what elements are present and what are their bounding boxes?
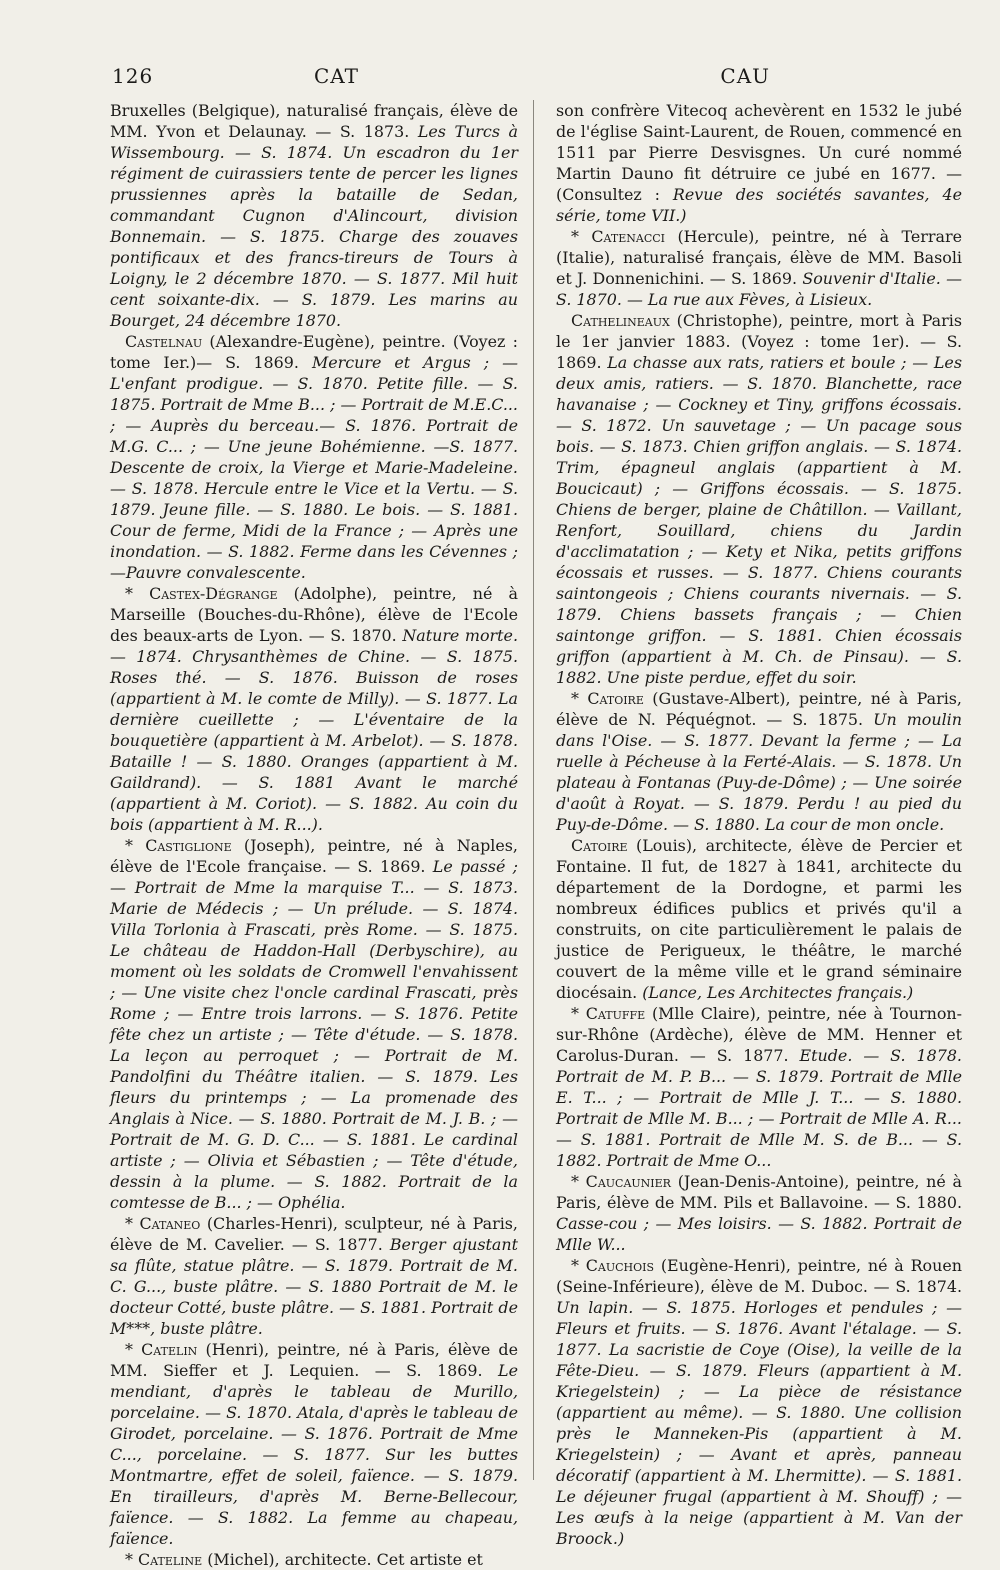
entry-works: Berger ajustant sa flûte, statue plâtre. — S. 1879. Portrait de M. C. G..., buste plâtre. — S. 1880 Portrait de M. le docteur Cotté, buste plâtre. — S. 1881. Portrait de M***, buste plâtre.	[110, 1235, 518, 1338]
entry-text: Bruxelles (Belgique), naturalisé français, élève de MM. Yvon et Delaunay. — S. 1873.	[110, 101, 518, 141]
entry-name: * Caucaunier	[571, 1172, 671, 1191]
entry-name: * Catoire	[571, 689, 644, 708]
page-number: 126	[112, 64, 154, 88]
entry-works: La chasse aux rats, ratiers et boule ; — Les deux amis, ratiers. — S. 1870. Blanchette, race havanaise ; — Cockney et Tiny, griffons écossais. — S. 1872. Un sauvetage ; — Un pacage sous bois. — S. 1873. Chien griffon anglais. — S. 1874. Trim, épagneul anglais (appartient à M. Boucicaut) ; — Griffons écossais. — S. 1875. Chiens de berger, plaine de Châtillon. — Vaillant, Renfort, Souillard, chiens du Jardin d'acclimatation ; — Kety et Nika, petits griffons écossais et russes. — S. 1877. Chiens courants saintongeois ; Chiens courants nivernais. — S. 1879. Chiens bassets français ; — Chien saintonge griffon. — S. 1881. Chien écossais griffon (appartient à M. Ch. de Pinsau). — S. 1882. Une piste perdue, effet du soir.	[556, 353, 962, 687]
entry	[556, 310, 962, 688]
entry	[110, 583, 518, 835]
entry-name: * Cataneo	[125, 1214, 201, 1233]
entry-text: (Eugène-Henri), peintre, né à Rouen (Seine-Inférieure), élève de M. Duboc. — S. 1874.	[556, 1256, 962, 1296]
entry	[110, 1213, 518, 1339]
entry-name: * Castiglione	[125, 836, 232, 855]
entry-text: (Joseph), peintre, né à Naples, élève de l'Ecole française. — S. 1869.	[110, 836, 518, 876]
entry-works: Un lapin. — S. 1875. Horloges et pendules ; —Fleurs et fruits. — S. 1876. Avant l'étalage. — S. 1877. La sacristie de Coye (Oise), la veille de la Fête-Dieu. — S. 1879. Fleurs (appartient à M. Kriegelstein) ; — La pièce de résistance (appartient au même). — S. 1880. Une collision près le Manneken-Pis (appartient à M. Kriegelstein) ; — Avant et après, panneau décoratif (appartient à M. Lhermitte). — S. 1881. Le déjeuner frugal (appartient à M. Shouff) ; — Les œufs à la neige (appartient à M. Van der Broock.)	[556, 1298, 962, 1548]
entry	[556, 100, 962, 226]
entry-works: Les Turcs à Wissembourg. — S. 1874. Un escadron du 1er régiment de cuirassiers tente de percer les lignes prussiennes après la bataille de Sedan, commandant Cugnon d'Alincourt, division Bonnemain. — S. 1875. Charge des zouaves pontificaux et des francs-tireurs de Tours à Loigny, le 2 décembre 1870. — S. 1877. Mil huit cent soixante-dix. — S. 1879. Les marins au Bourget, 24 décembre 1870.	[110, 122, 518, 330]
entry-works: Le mendiant, d'après le tableau de Murillo, porcelaine. — S. 1870. Atala, d'après le tableau de Girodet, porcelaine. — S. 1876. Portrait de Mme C..., porcelaine. — S. 1877. Sur les buttes Montmartre, effet de soleil, faïence. — S. 1879. En tirailleurs, d'après M. Berne-Bellecour, faïence. — S. 1882. La femme au chapeau, faïence.	[110, 1361, 518, 1548]
entry-name: Castelnau	[125, 332, 203, 351]
entry-works: Mercure et Argus ; — L'enfant prodigue. — S. 1870. Petite fille. — S. 1875. Portrait de Mme B... ; — Portrait de M.E.C... ; — Auprès du berceau.— S. 1876. Portrait de M.G. C... ; — Une jeune Bohémienne. —S. 1877. Descente de croix, la Vierge et Marie-Madeleine. — S. 1878. Hercule entre le Vice et la Vertu. — S. 1879. Jeune fille. — S. 1880. Le bois. — S. 1881. Cour de ferme, Midi de la France ; — Après une inondation. — S. 1882. Ferme dans les Cévennes ; —Pauvre convalescente.	[110, 353, 518, 582]
entry-text: (Hercule), peintre, né à Terrare (Italie), naturalisé français, élève de MM. Basoli et J. Donnenichini. — S. 1869.	[556, 227, 962, 288]
entry	[556, 226, 962, 310]
entry-text: (Michel), architecte. Cet artiste et	[207, 1550, 483, 1569]
entry-name: * Castex-Dégrange	[125, 584, 278, 603]
entry-name: * Catelin	[125, 1340, 198, 1359]
entry-works: Un moulin dans l'Oise. — S. 1877. Devant la ferme ; — La ruelle à Pécheuse à la Ferté-Alais. — S. 1878. Un plateau à Fontanas (Puy-de-Dôme) ; — Une soirée d'août à Royat. — S. 1879. Perdu ! au pied du Puy-de-Dôme. — S. 1880. La cour de mon oncle.	[556, 710, 962, 834]
entry	[556, 1171, 962, 1255]
entry-text: son confrère Vitecoq achevèrent en 1532 le jubé de l'église Saint-Laurent, de Rouen, commencé en 1511 par Pierre Desvisgnes. Un curé nommé Martin Dauno fit détruire ce jubé en 1677. — (Consultez :	[556, 101, 962, 204]
left-column	[110, 100, 519, 1569]
entry	[110, 331, 518, 583]
entry-works: (Lance, Les Architectes français.)	[642, 983, 914, 1002]
entry	[556, 1255, 962, 1549]
entry-text: (Christophe), peintre, mort à Paris le 1er janvier 1883. (Voyez : tome 1er). — S. 1869.	[556, 311, 962, 372]
entry-name: * Catuffe	[571, 1004, 646, 1023]
entry-text: (Henri), peintre, né à Paris, élève de MM. Sieffer et J. Lequien. — S. 1869.	[110, 1340, 518, 1380]
entry-text: (Gustave-Albert), peintre, né à Paris, élève de N. Péquégnot. — S. 1875.	[556, 689, 962, 729]
entry	[110, 835, 518, 1213]
entry-text: (Alexandre-Eugène), peintre. (Voyez : tome Ier.)— S. 1869.	[110, 332, 519, 372]
entry-text: (Adolphe), peintre, né à Marseille (Bouches-du-Rhône), élève de l'Ecole des beaux-arts de Lyon. — S. 1870.	[110, 584, 518, 645]
entry-name: * Cateline	[125, 1550, 203, 1569]
left-guide-word: CAT	[314, 64, 359, 88]
running-header	[112, 64, 964, 94]
entry-text: (Louis), architecte, élève de Percier et Fontaine. Il fut, de 1827 à 1841, architecte du département de la Dordogne, et parmi les nombreux édifices publics et privés qu'il a construits, on cite particulièrement le palais de justice de Perigueux, le théâtre, le marché couvert de la même ville et le grand séminaire diocésain.	[556, 836, 962, 1002]
entry-name: * Cauchois	[571, 1256, 655, 1275]
entry-name: Catoire	[571, 836, 628, 855]
entry	[110, 1339, 518, 1549]
entry	[110, 1549, 518, 1570]
entry	[556, 1003, 962, 1171]
right-column	[556, 100, 962, 1548]
entry-works: Revue des sociétés savantes, 4e série, tome VII.)	[556, 185, 962, 225]
entry-works: Casse-cou ; — Mes loisirs. — S. 1882. Portrait de Mlle W...	[556, 1214, 962, 1254]
entry-name: * Catenacci	[571, 227, 665, 246]
entry-text: (Jean-Denis-Antoine), peintre, né à Paris, élève de MM. Pils et Ballavoine. — S. 1880.	[556, 1172, 962, 1212]
column-divider	[533, 100, 534, 1480]
entry	[556, 688, 962, 835]
entry-works: Nature morte. — 1874. Chrysanthèmes de Chine. — S. 1875. Roses thé. — S. 1876. Buisson de roses (appartient à M. le comte de Milly). — S. 1877. La dernière cueillette ; — L'éventaire de la bouquetière (appartient à M. Arbelot). — S. 1878. Bataille ! — S. 1880. Oranges (appartient à M. Gaildrand). — S. 1881 Avant le marché (appartient à M. Coriot). — S. 1882. Au coin du bois (appartient à M. R...).	[110, 626, 518, 834]
entry-works: Souvenir d'Italie. — S. 1870. — La rue aux Fèves, à Lisieux.	[556, 269, 962, 309]
entry-works: Le passé ; — Portrait de Mme la marquise T... — S. 1873. Marie de Médecis ; — Un prélude. — S. 1874. Villa Torlonia à Frascati, près Rome. — S. 1875. Le château de Haddon-Hall (Derbyschire), au moment où les soldats de Cromwell l'envahissent ; — Une visite chez l'oncle cardinal Frascati, près Rome ; — Entre trois larrons. — S. 1876. Petite fête chez un artiste ; — Tête d'étude. — S. 1878. La leçon au perroquet ; — Portrait de M. Pandolfini du Théâtre italien. — S. 1879. Les fleurs du printemps ; — La promenade des Anglais à Nice. — S. 1880. Portrait de M. J. B. ; — Portrait de M. G. D. C... — S. 1881. Le cardinal artiste ; — Olivia et Sébastien ; — Tête d'étude, dessin à la plume. — S. 1882. Portrait de la comtesse de B... ; — Ophélia.	[110, 857, 518, 1212]
entry-name: Cathelineaux	[571, 311, 670, 330]
entry	[110, 100, 518, 331]
entry	[556, 835, 962, 1003]
entry-text: (Mlle Claire), peintre, née à Tournon-sur-Rhône (Ardèche), élève de MM. Henner et Carolus-Duran. — S. 1877.	[556, 1004, 962, 1065]
entry-text: (Charles-Henri), sculpteur, né à Paris, élève de M. Cavelier. — S. 1877.	[110, 1214, 518, 1254]
right-guide-word: CAU	[720, 64, 770, 88]
entry-works: Etude. — S. 1878. Portrait de M. P. B... — S. 1879. Portrait de Mlle E. T... ; — Portrait de Mlle J. T... — S. 1880. Portrait de Mlle M. B... ; — Portrait de Mlle A. R... — S. 1881. Portrait de Mlle M. S. de B... — S. 1882. Portrait de Mme O...	[556, 1046, 962, 1170]
